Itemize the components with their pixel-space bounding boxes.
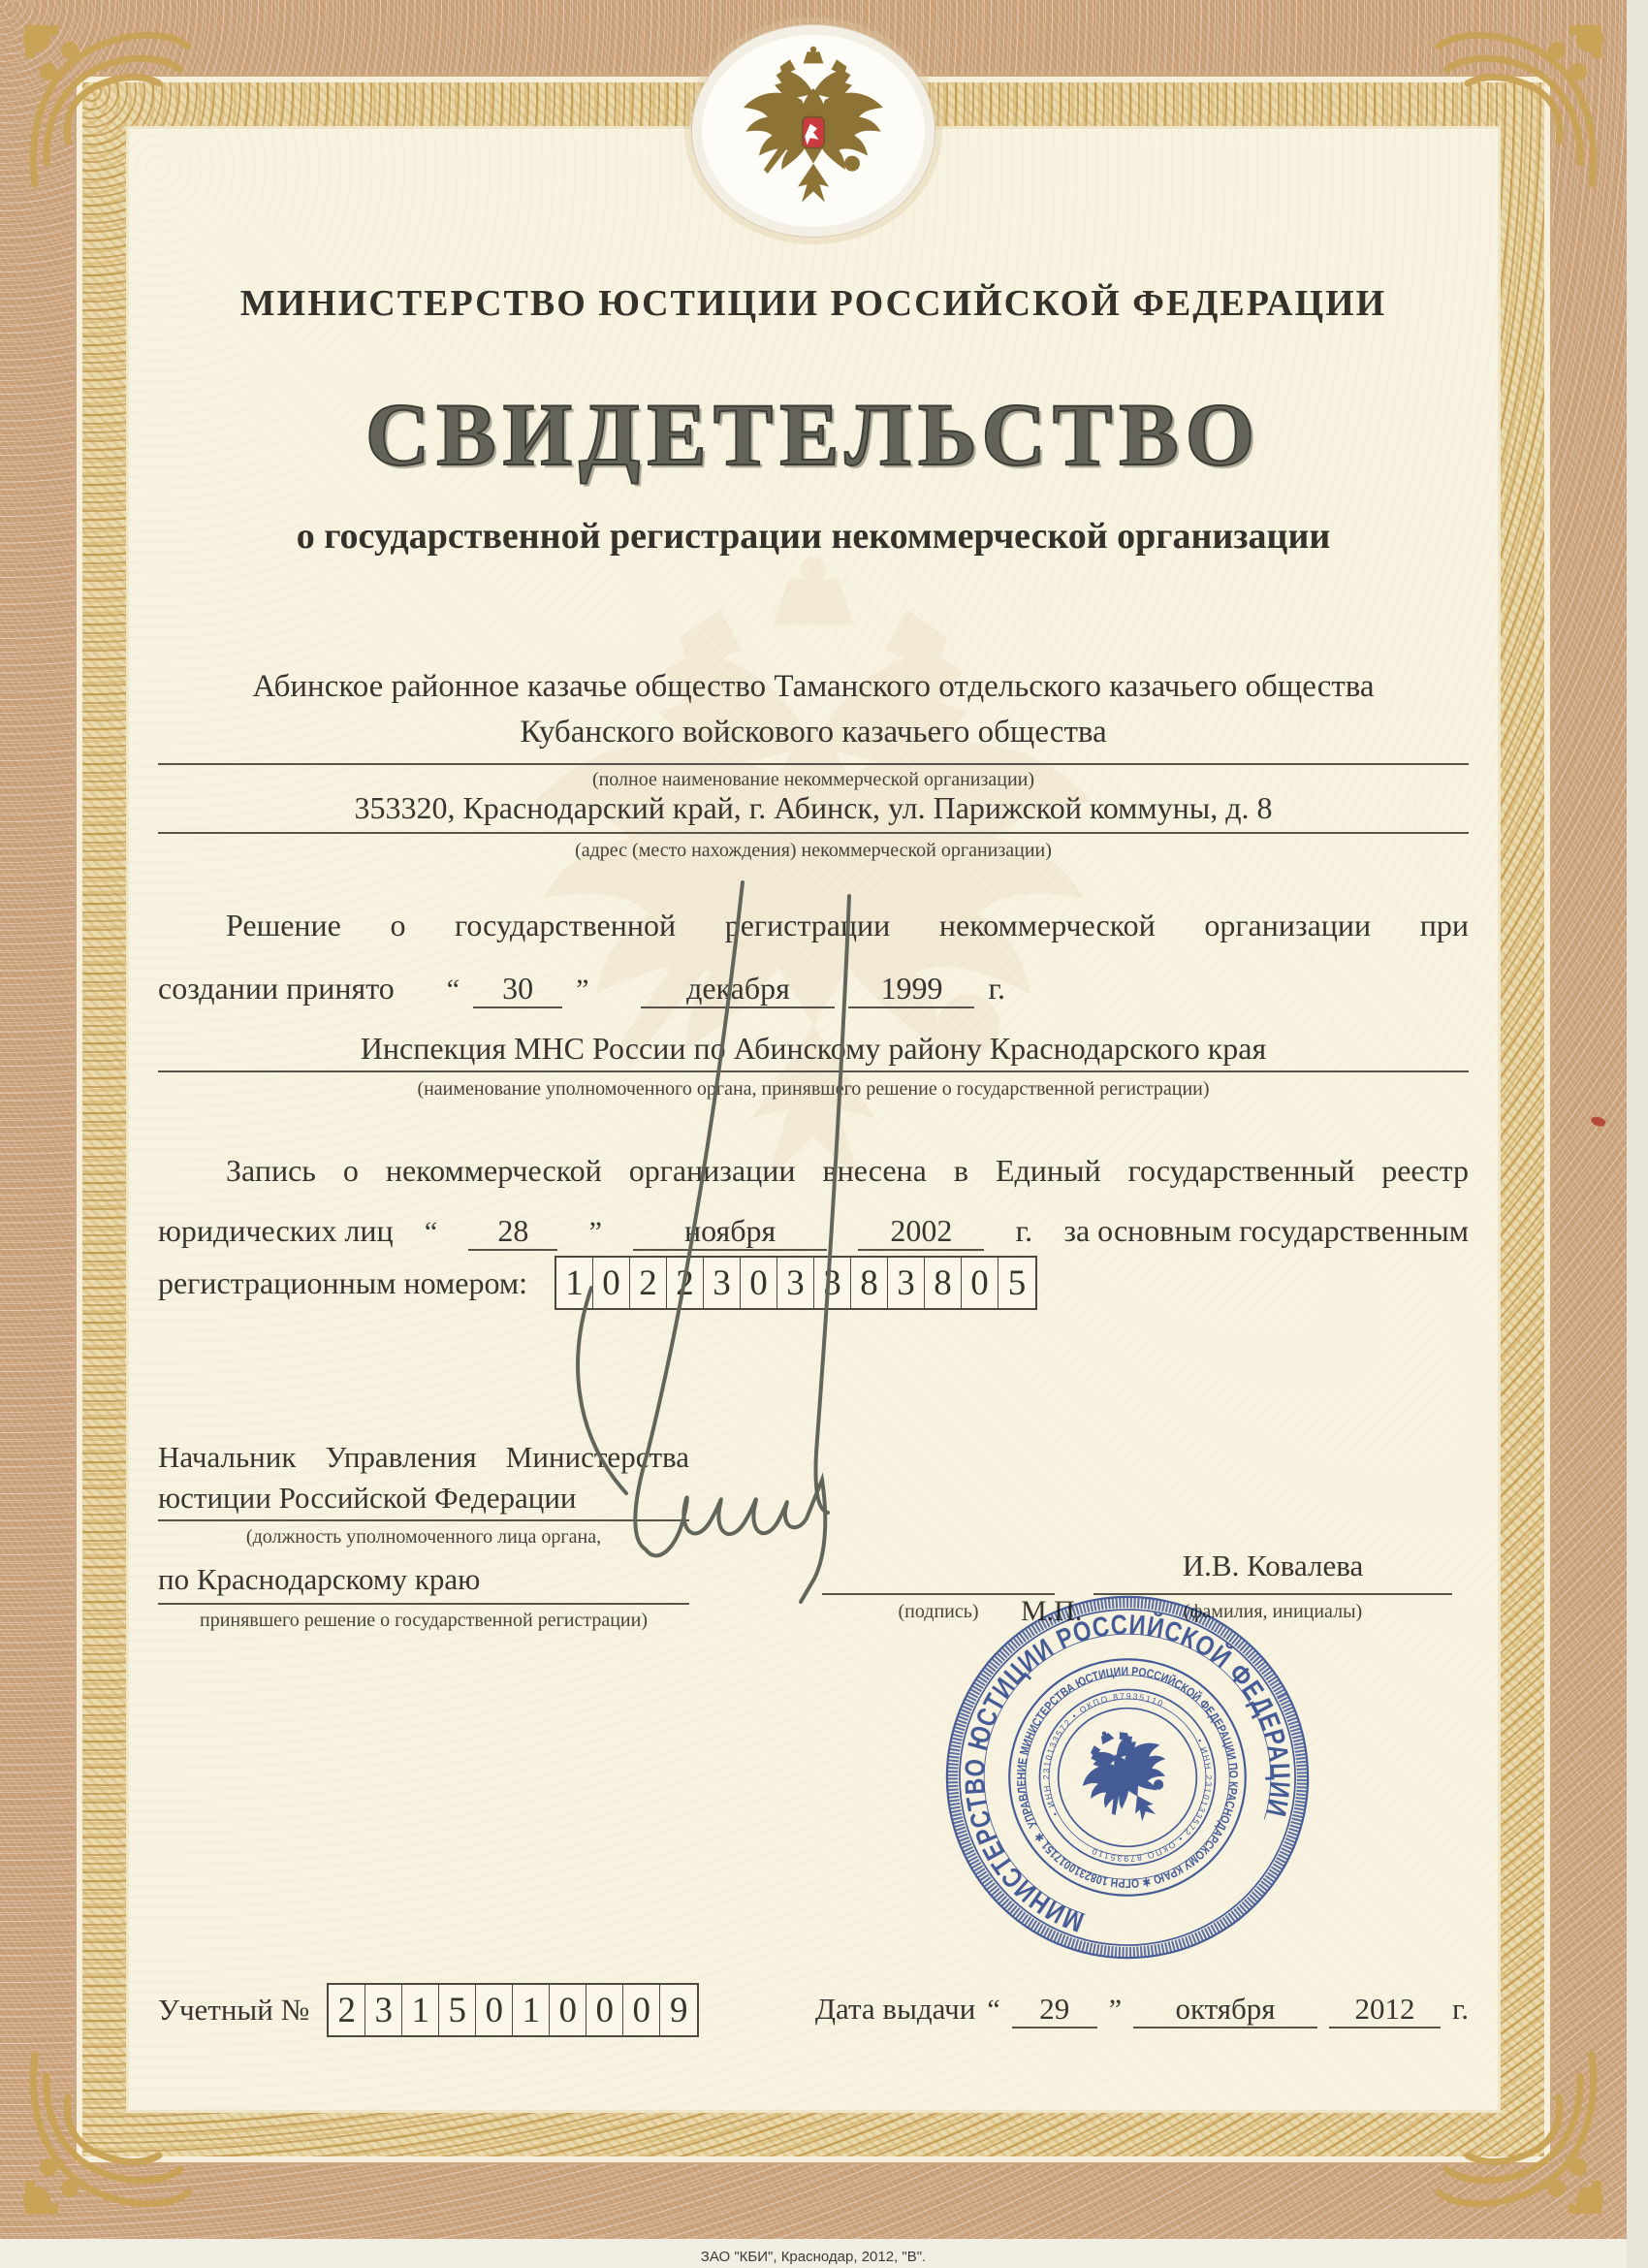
registry-line2-prefix: юридических лиц [158,1213,394,1248]
close-quote: ” [1108,1994,1123,2026]
organization-name-block [158,664,1469,791]
issue-year-field: 2012 [1329,1992,1441,2028]
ogrn-digit: 5 [1007,1262,1027,1303]
registry-line1: Запись о некоммерческой организации внесена в Единый государственный реестр [226,1153,1469,1188]
ogrn-digit: 3 [777,1258,814,1308]
organization-address-underline [158,832,1469,834]
open-quote: “ [987,1994,1000,2026]
document-title: СВИДЕТЕЛЬСТВО [364,385,1262,484]
issue-date-label: Дата выдачи [814,1992,976,2026]
account-digit: 0 [623,1985,660,2035]
issue-month-field: октября [1133,1992,1317,2028]
stamp-micro-text: • ИНН 2310133572 • ОКПО 87935110 [1041,1691,1166,1818]
decision-month-field: декабря [641,971,835,1008]
account-number-label: Учетный № [158,1993,310,2027]
ogrn-digit: 3 [888,1258,925,1308]
scan-edge [1627,0,1648,2268]
document-subtitle: о государственной регистрации некоммерческой организации [296,516,1331,557]
registry-number-label: регистрационным номером: [158,1264,527,1300]
stamp-outer-text: МИНИСТЕРСТВО ЮСТИЦИИ РОССИЙСКОЙ ФЕДЕРАЦИИ [959,1609,1296,1938]
ogrn-digit: 0 [741,1258,777,1308]
official-name: И.В. Ковалева [1182,1549,1364,1582]
registry-year-field: 2002 [858,1213,984,1251]
organization-address: 353320, Краснодарский край, г. Абинск, ул. Парижской коммуны, д. 8 [354,790,1273,825]
ogrn-digit: 3 [814,1258,851,1308]
account-digit: 3 [365,1985,402,2035]
name-caption: (фамилия, инициалы) [1183,1601,1363,1622]
decision-line1: Решение о государственной регистрации некоммерческой организации при [226,908,1469,942]
ogrn-digit: 0 [593,1258,630,1308]
ministry-heading: МИНИСТЕРСТВО ЮСТИЦИИ РОССИЙСКОЙ ФЕДЕРАЦИИ [239,283,1387,324]
stamp-eagle-icon [1065,1711,1188,1837]
signature-caption: (подпись) [898,1601,979,1622]
position-word: Начальник [158,1440,297,1474]
organization-address-block [158,790,1469,862]
close-quote: ” [576,974,589,1006]
account-digit: 0 [586,1985,623,2035]
official-round-stamp [934,1583,1321,1971]
stamp-inner-text: УПРАВЛЕНИЕ МИНИСТЕРСТВА ЮСТИЦИИ РОССИЙСКОЙ ФЕДЕРАЦИИ ПО КРАСНОДАРСКОМУ КРАЮ ✱ ОГРН 1082310017151 ✱ [1014,1664,1241,1891]
close-quote: ” [588,1216,602,1248]
certificate-page [129,129,1498,2110]
account-digit: 1 [402,1985,439,2035]
ogrn-digit: 1 [556,1258,593,1308]
stamp-micro-text: • ИНН 2310133572 • ОКПО 87935110 [1089,1737,1214,1864]
position-caption1: (должность уполномоченного лица органа, [245,1526,602,1548]
decision-year-field: 1999 [848,971,974,1008]
account-digit: 0 [550,1985,586,2035]
ogrn-digit: 2 [630,1258,667,1308]
account-digit: 9 [669,1990,688,2030]
double-headed-eagle-icon [736,44,891,218]
open-quote: “ [424,1216,438,1248]
position-word: Управления [325,1440,477,1474]
issue-year-suffix: г. [1452,1992,1469,2026]
decision-year-suffix: г. [988,971,1005,1006]
account-digit-boxes [327,1983,699,2037]
registry-day-field: 28 [468,1213,557,1251]
seal-place-mark: М.П. [1021,1595,1083,1627]
issue-row [158,1983,1469,2037]
organization-name-underline [158,763,1469,765]
issue-day-field: 29 [1012,1992,1097,2028]
position-line3: по Краснодарскому краю [158,1562,689,1605]
authority-name: Инспекция МНС России по Абинскому району Краснодарского края [360,1031,1267,1066]
open-quote: “ [446,974,460,1006]
registry-year-suffix: г. [1015,1213,1033,1248]
registry-month-field: ноября [633,1213,827,1251]
handwritten-signature [541,871,890,1637]
account-digit: 0 [476,1985,513,2035]
svg-text:• ИНН 2310133572 • ОКПО 879351 [1011,1668,1189,1817]
ogrn-digit: 8 [925,1258,962,1308]
ogrn-digit: 8 [851,1258,888,1308]
issue-date-group [815,1992,1469,2028]
ogrn-digit: 0 [962,1258,998,1308]
ogrn-digit: 3 [704,1258,741,1308]
decision-day-field: 30 [473,971,562,1008]
organization-name-line1: Абинское районное казачье общество Таманского отдельского казачьего общества [252,669,1375,704]
organization-name-line2: Кубанского войскового казачьего общества [520,715,1107,750]
coat-of-arms-medallion [691,24,935,238]
account-digit: 5 [439,1985,476,2035]
account-digit: 2 [329,1985,365,2035]
registry-line2-suffix: за основным государственным [1063,1213,1469,1248]
decision-line2-prefix: создании принято [158,971,395,1006]
position-word: Министерства [505,1440,689,1474]
position-caption2: принявшего решение о государственной регистрации) [199,1610,648,1631]
printer-imprint: ЗАО "КБИ", Краснодар, 2012, "В". [700,2249,927,2265]
organization-name-caption: (полное наименование некоммерческой организации) [591,769,1035,790]
organization-address-caption: (адрес (место нахождения) некоммерческой организации) [575,840,1052,861]
account-digit: 1 [513,1985,550,2035]
authority-caption: (наименование уполномоченного органа, принявшего решение о государственной регистрации) [417,1078,1210,1100]
position-line2: юстиции Российской Федерации [158,1481,689,1521]
ogrn-digit: 2 [667,1258,704,1308]
